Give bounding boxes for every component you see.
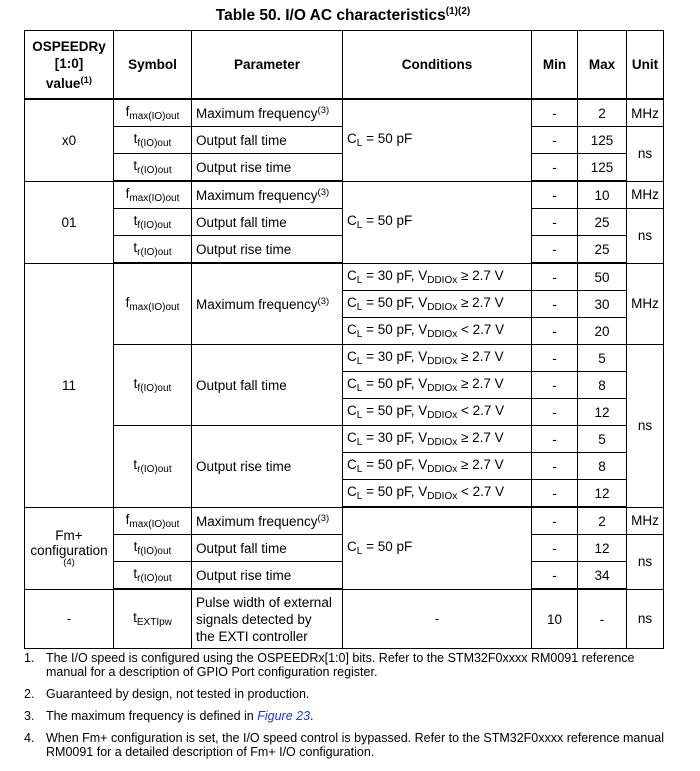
cond-value: = 50 pF xyxy=(362,539,413,555)
table-title-refs: (1)(2) xyxy=(445,6,471,17)
param-max-freq xyxy=(192,507,343,535)
footnote-number: 2. xyxy=(24,687,35,701)
cond-value: = 50 pF, V xyxy=(362,457,428,472)
footnote-number: 4. xyxy=(24,731,35,745)
param-max-freq xyxy=(192,263,343,345)
max-value: 8 xyxy=(578,372,627,399)
cond-sub: L xyxy=(356,220,363,231)
symbol-tf xyxy=(114,535,192,562)
param-text: Maximum frequency xyxy=(196,188,318,203)
footnote-3 xyxy=(24,709,664,723)
min-value: - xyxy=(532,209,578,236)
max-value: 12 xyxy=(578,535,627,562)
footnote-text-end: . xyxy=(310,709,314,723)
symbol-main: t xyxy=(133,158,138,173)
cond-volt: ≥ 2.7 V xyxy=(457,430,504,445)
cond-sub: L xyxy=(356,410,363,421)
cond-main: C xyxy=(347,457,357,472)
cond-volt: ≥ 2.7 V xyxy=(457,376,504,391)
header-ospeed-ref: (1) xyxy=(80,74,93,86)
footnote-text: The maximum frequency is defined in xyxy=(46,709,258,723)
unit-value: MHz xyxy=(627,99,664,127)
group-value-x0: x0 xyxy=(25,99,114,181)
symbol-sub: r(IO)out xyxy=(137,165,172,176)
cond-vdd-sub: DDIOx xyxy=(427,302,458,313)
min-value: - xyxy=(532,99,578,127)
fm-line1: Fm+ xyxy=(55,528,83,543)
symbol-sub: EXTIpw xyxy=(136,617,172,628)
footnote-text: Guaranteed by design, not tested in production. xyxy=(46,687,310,701)
param-ref: (3) xyxy=(317,512,330,524)
unit-value: ns xyxy=(627,209,664,264)
cond-sub: L xyxy=(356,383,363,394)
fm-line2: configuration xyxy=(30,543,108,558)
condition-cl50 xyxy=(343,181,532,263)
table-row xyxy=(25,507,664,535)
cond-value: = 30 pF, V xyxy=(362,430,428,445)
max-value: - xyxy=(578,589,627,649)
max-value: 25 xyxy=(578,236,627,264)
max-value: 10 xyxy=(578,181,627,209)
max-value: 2 xyxy=(578,99,627,127)
param-max-freq xyxy=(192,99,343,127)
cond-vdd-sub: DDIOx xyxy=(427,356,458,367)
unit-value: ns xyxy=(627,589,664,649)
cond-sub: L xyxy=(356,491,363,502)
table-row xyxy=(25,589,664,649)
max-value: 5 xyxy=(578,426,627,453)
group-value-01: 01 xyxy=(25,181,114,263)
header-max: Max xyxy=(578,31,627,100)
cond-value: = 50 pF xyxy=(362,213,413,228)
unit-value: ns xyxy=(627,535,664,590)
max-value: 20 xyxy=(578,318,627,345)
symbol-main: t xyxy=(133,457,138,473)
symbol-main: t xyxy=(133,539,138,554)
symbol-tr xyxy=(114,562,192,590)
cond-main: C xyxy=(347,131,357,147)
cond-sub: L xyxy=(356,302,363,313)
param-ref: (3) xyxy=(317,296,330,307)
min-value: 10 xyxy=(532,589,578,649)
fm-ref: (4) xyxy=(63,557,75,568)
cond-sub: L xyxy=(356,437,363,448)
cond-vdd-sub: DDIOx xyxy=(427,410,458,421)
symbol-fmax xyxy=(114,99,192,127)
header-unit: Unit xyxy=(627,31,664,100)
cond-value: = 50 pF xyxy=(362,131,413,147)
param-max-freq xyxy=(192,181,343,209)
symbol-tf xyxy=(114,127,192,154)
table-title-text: Table 50. I/O AC characteristics xyxy=(215,7,446,25)
cond-value: = 30 pF, V xyxy=(362,267,428,283)
symbol-main: f xyxy=(125,295,130,310)
condition-cl50-lt xyxy=(343,480,532,508)
cond-sub: L xyxy=(356,329,363,340)
footnote-4 xyxy=(24,731,664,759)
cond-value: = 50 pF, V xyxy=(362,484,428,499)
cond-volt: ≥ 2.7 V xyxy=(457,267,504,283)
symbol-tr xyxy=(114,236,192,264)
header-row xyxy=(25,31,664,100)
group-value-fmplus xyxy=(25,507,114,589)
cond-main: C xyxy=(347,484,357,499)
symbol-sub: max(IO)out xyxy=(129,518,180,530)
param-line3: the EXTI controller xyxy=(196,629,308,644)
param-line1: Pulse width of external xyxy=(196,595,332,610)
symbol-main: t xyxy=(133,376,138,391)
cond-vdd-sub: DDIOx xyxy=(427,464,458,475)
condition-cl50-ge xyxy=(343,372,532,399)
symbol-tf xyxy=(114,209,192,236)
param-rise-time: Output rise time xyxy=(192,236,343,264)
cond-volt: < 2.7 V xyxy=(457,403,505,418)
param-ref: (3) xyxy=(317,105,330,116)
max-value: 2 xyxy=(578,507,627,535)
cond-value: = 50 pF, V xyxy=(362,376,428,391)
param-fall-time: Output fall time xyxy=(192,209,343,236)
table-row xyxy=(25,99,664,127)
unit-value: ns xyxy=(627,127,664,182)
cond-main: C xyxy=(347,403,357,418)
cond-volt: ≥ 2.7 V xyxy=(457,295,504,310)
cond-main: C xyxy=(347,349,357,364)
symbol-fmax xyxy=(114,263,192,345)
cond-sub: L xyxy=(356,274,363,286)
max-value: 12 xyxy=(578,399,627,426)
param-ref: (3) xyxy=(317,187,330,198)
symbol-sub: f(IO)out xyxy=(137,138,172,149)
footnote-number: 3. xyxy=(24,709,35,723)
cond-vdd-sub: DDIOx xyxy=(427,437,458,448)
symbol-texti xyxy=(114,589,192,649)
symbol-sub: f(IO)out xyxy=(137,383,172,394)
min-value: - xyxy=(532,127,578,154)
min-value: - xyxy=(532,426,578,453)
header-ospeed xyxy=(25,31,114,100)
min-value: - xyxy=(532,154,578,182)
condition-cl30-ge xyxy=(343,263,532,291)
condition-cl30-ge xyxy=(343,345,532,372)
symbol-sub: f(IO)out xyxy=(137,546,172,557)
cond-main: C xyxy=(347,295,357,310)
table-row xyxy=(25,426,664,453)
min-value: - xyxy=(532,535,578,562)
symbol-main: t xyxy=(133,213,138,228)
footnote-number: 1. xyxy=(24,651,35,665)
condition-cl50 xyxy=(343,99,532,181)
symbol-tr xyxy=(114,154,192,182)
io-ac-table xyxy=(24,30,664,649)
symbol-main: t xyxy=(133,131,138,146)
symbol-tf xyxy=(114,345,192,426)
header-symbol: Symbol xyxy=(114,31,192,100)
param-text: Maximum frequency xyxy=(196,297,318,312)
cond-main: C xyxy=(347,322,357,337)
param-text: Maximum frequency xyxy=(196,106,318,121)
min-value: - xyxy=(532,507,578,535)
min-value: - xyxy=(532,263,578,291)
symbol-main: t xyxy=(133,566,138,581)
cond-value: = 50 pF, V xyxy=(362,295,428,310)
symbol-tr xyxy=(114,426,192,508)
param-fall-time: Output fall time xyxy=(192,127,343,154)
param-fall-time: Output fall time xyxy=(192,535,343,562)
max-value: 5 xyxy=(578,345,627,372)
cond-value: = 50 pF, V xyxy=(362,403,428,418)
param-fall-time: Output fall time xyxy=(192,345,343,426)
param-rise-time: Output rise time xyxy=(192,426,343,508)
symbol-main: f xyxy=(125,511,130,527)
cond-sub: L xyxy=(356,138,363,150)
table-row xyxy=(25,181,664,209)
cond-value: = 50 pF, V xyxy=(362,322,428,337)
footnote-text: When Fm+ configuration is set, the I/O speed control is bypassed. Refer to the STM32F0xxxx reference manual RM0091 for a detailed description of Fm+ I/O configuration. xyxy=(46,731,664,759)
condition-cl50 xyxy=(343,507,532,589)
symbol-main: f xyxy=(125,104,130,119)
max-value: 125 xyxy=(578,127,627,154)
symbol-main: t xyxy=(133,610,137,625)
condition-none: - xyxy=(343,589,532,649)
group-value-exti: - xyxy=(25,589,114,649)
cond-vdd-sub: DDIOx xyxy=(427,329,458,340)
unit-value: MHz xyxy=(627,263,664,345)
param-line2: signals detected by xyxy=(196,612,312,627)
symbol-sub: f(IO)out xyxy=(137,220,172,231)
figure-link[interactable]: Figure 23 xyxy=(257,709,311,723)
symbol-main: f xyxy=(125,186,130,201)
group-value-11: 11 xyxy=(25,263,114,507)
max-value: 12 xyxy=(578,480,627,508)
min-value: - xyxy=(532,399,578,426)
max-value: 30 xyxy=(578,291,627,318)
min-value: - xyxy=(532,562,578,590)
min-value: - xyxy=(532,181,578,209)
header-min: Min xyxy=(532,31,578,100)
cond-main: C xyxy=(347,430,357,445)
table-title xyxy=(0,6,686,25)
min-value: - xyxy=(532,345,578,372)
footnote-2 xyxy=(24,687,664,701)
condition-cl50-lt xyxy=(343,318,532,345)
unit-value: ns xyxy=(627,345,664,508)
min-value: - xyxy=(532,453,578,480)
max-value: 50 xyxy=(578,263,627,291)
header-ospeed-line2: [1:0] xyxy=(54,55,84,71)
min-value: - xyxy=(532,291,578,318)
condition-cl50-ge xyxy=(343,453,532,480)
cond-volt: < 2.7 V xyxy=(457,322,505,337)
min-value: - xyxy=(532,480,578,508)
symbol-sub: max(IO)out xyxy=(129,111,180,122)
cond-vdd-sub: DDIOx xyxy=(427,383,458,394)
cond-main: C xyxy=(347,376,357,391)
cond-vdd-sub: DDIOx xyxy=(427,274,458,286)
symbol-sub: max(IO)out xyxy=(129,302,180,313)
cond-volt: ≥ 2.7 V xyxy=(457,349,504,364)
cond-main: C xyxy=(347,267,357,283)
header-parameter: Parameter xyxy=(192,31,343,100)
cond-volt: ≥ 2.7 V xyxy=(457,457,504,472)
symbol-sub: r(IO)out xyxy=(137,247,172,258)
condition-cl50-ge xyxy=(343,291,532,318)
cond-vdd-sub: DDIOx xyxy=(427,491,458,502)
param-rise-time: Output rise time xyxy=(192,154,343,182)
unit-value: MHz xyxy=(627,507,664,535)
header-conditions: Conditions xyxy=(343,31,532,100)
max-value: 34 xyxy=(578,562,627,590)
table-row xyxy=(25,345,664,372)
cond-main: C xyxy=(347,213,357,228)
footnotes xyxy=(24,651,664,759)
cond-sub: L xyxy=(356,356,363,367)
param-text: Maximum frequency xyxy=(196,513,318,529)
max-value: 8 xyxy=(578,453,627,480)
header-ospeed-line1: OSPEEDRy xyxy=(32,38,106,54)
cond-sub: L xyxy=(356,546,363,558)
symbol-fmax xyxy=(114,181,192,209)
min-value: - xyxy=(532,236,578,264)
symbol-sub: r(IO)out xyxy=(137,464,172,476)
cond-volt: < 2.7 V xyxy=(457,484,505,499)
cond-value: = 30 pF, V xyxy=(362,349,428,364)
table-row xyxy=(25,263,664,291)
cond-sub: L xyxy=(356,464,363,475)
param-pulse-width xyxy=(192,589,343,649)
condition-cl30-ge xyxy=(343,426,532,453)
footnote-1 xyxy=(24,651,664,679)
symbol-sub: r(IO)out xyxy=(137,573,172,584)
min-value: - xyxy=(532,372,578,399)
footnote-text: The I/O speed is configured using the OSPEEDRx[1:0] bits. Refer to the STM32F0xxxx RM0091 reference manual for a description of GPIO Port configuration register. xyxy=(46,651,635,679)
symbol-fmax xyxy=(114,507,192,535)
max-value: 125 xyxy=(578,154,627,182)
header-ospeed-line3: value xyxy=(45,75,81,91)
max-value: 25 xyxy=(578,209,627,236)
symbol-main: t xyxy=(133,240,138,255)
cond-main: C xyxy=(347,539,357,555)
condition-cl50-lt xyxy=(343,399,532,426)
min-value: - xyxy=(532,318,578,345)
unit-value: MHz xyxy=(627,181,664,209)
symbol-sub: max(IO)out xyxy=(129,193,180,204)
param-rise-time: Output rise time xyxy=(192,562,343,590)
